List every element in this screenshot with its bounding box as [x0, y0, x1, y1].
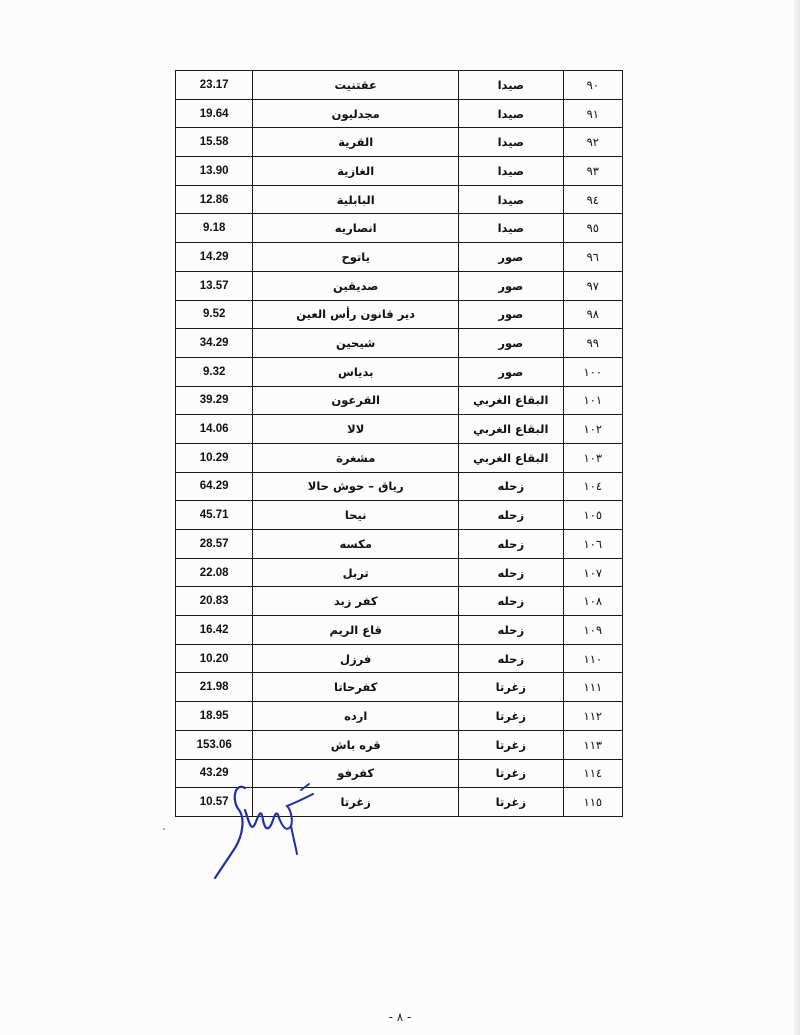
table-row [176, 443, 623, 472]
village-cell: زغرتا [253, 788, 459, 817]
district-cell: البقاع الغربي [459, 415, 564, 444]
value-cell: 43.29 [176, 759, 253, 788]
value-cell: 39.29 [176, 386, 253, 415]
number-cell: ٩٠ [563, 71, 622, 100]
table-row [176, 243, 623, 272]
number-cell: ٩٥ [563, 214, 622, 243]
village-cell: القرية [253, 128, 459, 157]
village-cell: مشغرة [253, 443, 459, 472]
number-cell: ٩٦ [563, 243, 622, 272]
village-cell: قاع الريم [253, 616, 459, 645]
table-row [176, 644, 623, 673]
value-cell: 10.29 [176, 443, 253, 472]
value-cell: 20.83 [176, 587, 253, 616]
value-cell: 64.29 [176, 472, 253, 501]
page-number: - ٨ - [388, 1010, 412, 1024]
number-cell: ٩٨ [563, 300, 622, 329]
table-row [176, 214, 623, 243]
village-cell: دير قانون رأس العين [253, 300, 459, 329]
district-cell: زحله [459, 530, 564, 559]
table-row [176, 357, 623, 386]
table-row [176, 71, 623, 100]
number-cell: ١١٥ [563, 788, 622, 817]
village-cell: نيحا [253, 501, 459, 530]
number-cell: ٩٤ [563, 185, 622, 214]
table-row [176, 673, 623, 702]
value-cell: 45.71 [176, 501, 253, 530]
value-cell: 22.08 [176, 558, 253, 587]
village-cell: القرعون [253, 386, 459, 415]
village-cell: ارده [253, 702, 459, 731]
number-cell: ١٠٥ [563, 501, 622, 530]
value-cell: 14.06 [176, 415, 253, 444]
village-cell: عقتنيت [253, 71, 459, 100]
number-cell: ١١٠ [563, 644, 622, 673]
district-cell: البقاع الغربي [459, 386, 564, 415]
value-cell: 21.98 [176, 673, 253, 702]
district-cell: زحله [459, 501, 564, 530]
number-cell: ١٠٠ [563, 357, 622, 386]
villages-table [175, 70, 623, 817]
village-cell: ياتوح [253, 243, 459, 272]
district-cell: صور [459, 329, 564, 358]
value-cell: 34.29 [176, 329, 253, 358]
number-cell: ١٠٦ [563, 530, 622, 559]
district-cell: صيدا [459, 71, 564, 100]
village-cell: كفرحاتا [253, 673, 459, 702]
table-row [176, 587, 623, 616]
number-cell: ١٠٤ [563, 472, 622, 501]
number-cell: ١٠٩ [563, 616, 622, 645]
district-cell: صيدا [459, 185, 564, 214]
village-cell: الغازية [253, 157, 459, 186]
district-cell: زحله [459, 616, 564, 645]
table-row [176, 730, 623, 759]
table-row [176, 616, 623, 645]
table-body [176, 71, 623, 817]
value-cell: 15.58 [176, 128, 253, 157]
district-cell: زغرتا [459, 730, 564, 759]
village-cell: مكسه [253, 530, 459, 559]
village-cell: البابلية [253, 185, 459, 214]
margin-dot [163, 828, 165, 830]
page-edge-shadow [794, 0, 800, 1035]
district-cell: صور [459, 243, 564, 272]
village-cell: كفر زبد [253, 587, 459, 616]
table-row [176, 472, 623, 501]
village-cell: بدياس [253, 357, 459, 386]
village-cell: لالا [253, 415, 459, 444]
district-cell: صيدا [459, 214, 564, 243]
table-row [176, 185, 623, 214]
value-cell: 14.29 [176, 243, 253, 272]
table-row [176, 501, 623, 530]
number-cell: ٩٩ [563, 329, 622, 358]
value-cell: 28.57 [176, 530, 253, 559]
value-cell: 153.06 [176, 730, 253, 759]
village-cell: رياق – حوش حالا [253, 472, 459, 501]
number-cell: ٩٧ [563, 271, 622, 300]
value-cell: 16.42 [176, 616, 253, 645]
village-cell: قره باش [253, 730, 459, 759]
number-cell: ١٠١ [563, 386, 622, 415]
table-row [176, 386, 623, 415]
table-row [176, 128, 623, 157]
district-cell: زحله [459, 644, 564, 673]
village-cell: فرزل [253, 644, 459, 673]
district-cell: زحله [459, 472, 564, 501]
number-cell: ١٠٢ [563, 415, 622, 444]
table-row [176, 329, 623, 358]
district-cell: صيدا [459, 157, 564, 186]
number-cell: ١١٣ [563, 730, 622, 759]
value-cell: 13.90 [176, 157, 253, 186]
number-cell: ١٠٨ [563, 587, 622, 616]
table-row [176, 558, 623, 587]
value-cell: 23.17 [176, 71, 253, 100]
handwritten-signature [205, 780, 320, 885]
number-cell: ١١١ [563, 673, 622, 702]
district-cell: صيدا [459, 99, 564, 128]
number-cell: ١٠٧ [563, 558, 622, 587]
number-cell: ١١٢ [563, 702, 622, 731]
value-cell: 10.57 [176, 788, 253, 817]
village-cell: تربل [253, 558, 459, 587]
district-cell: زحله [459, 587, 564, 616]
value-cell: 9.32 [176, 357, 253, 386]
value-cell: 9.52 [176, 300, 253, 329]
district-cell: زغرتا [459, 788, 564, 817]
district-cell: زغرتا [459, 702, 564, 731]
number-cell: ٩١ [563, 99, 622, 128]
district-cell: صور [459, 357, 564, 386]
table-row [176, 271, 623, 300]
village-cell: صديقين [253, 271, 459, 300]
district-cell: صور [459, 300, 564, 329]
number-cell: ١٠٣ [563, 443, 622, 472]
district-cell: زغرتا [459, 759, 564, 788]
district-cell: زحله [459, 558, 564, 587]
table-row [176, 99, 623, 128]
number-cell: ١١٤ [563, 759, 622, 788]
village-cell: انصاريه [253, 214, 459, 243]
district-cell: زغرتا [459, 673, 564, 702]
district-cell: البقاع الغربي [459, 443, 564, 472]
table-row [176, 415, 623, 444]
value-cell: 10.20 [176, 644, 253, 673]
number-cell: ٩٣ [563, 157, 622, 186]
village-cell: مجدليون [253, 99, 459, 128]
number-cell: ٩٢ [563, 128, 622, 157]
village-cell: كفرفو [253, 759, 459, 788]
value-cell: 18.95 [176, 702, 253, 731]
table-row [176, 702, 623, 731]
table-row [176, 530, 623, 559]
value-cell: 19.64 [176, 99, 253, 128]
village-cell: شيحين [253, 329, 459, 358]
value-cell: 12.86 [176, 185, 253, 214]
district-cell: صور [459, 271, 564, 300]
table-row [176, 157, 623, 186]
value-cell: 9.18 [176, 214, 253, 243]
table-row [176, 300, 623, 329]
value-cell: 13.57 [176, 271, 253, 300]
district-cell: صيدا [459, 128, 564, 157]
